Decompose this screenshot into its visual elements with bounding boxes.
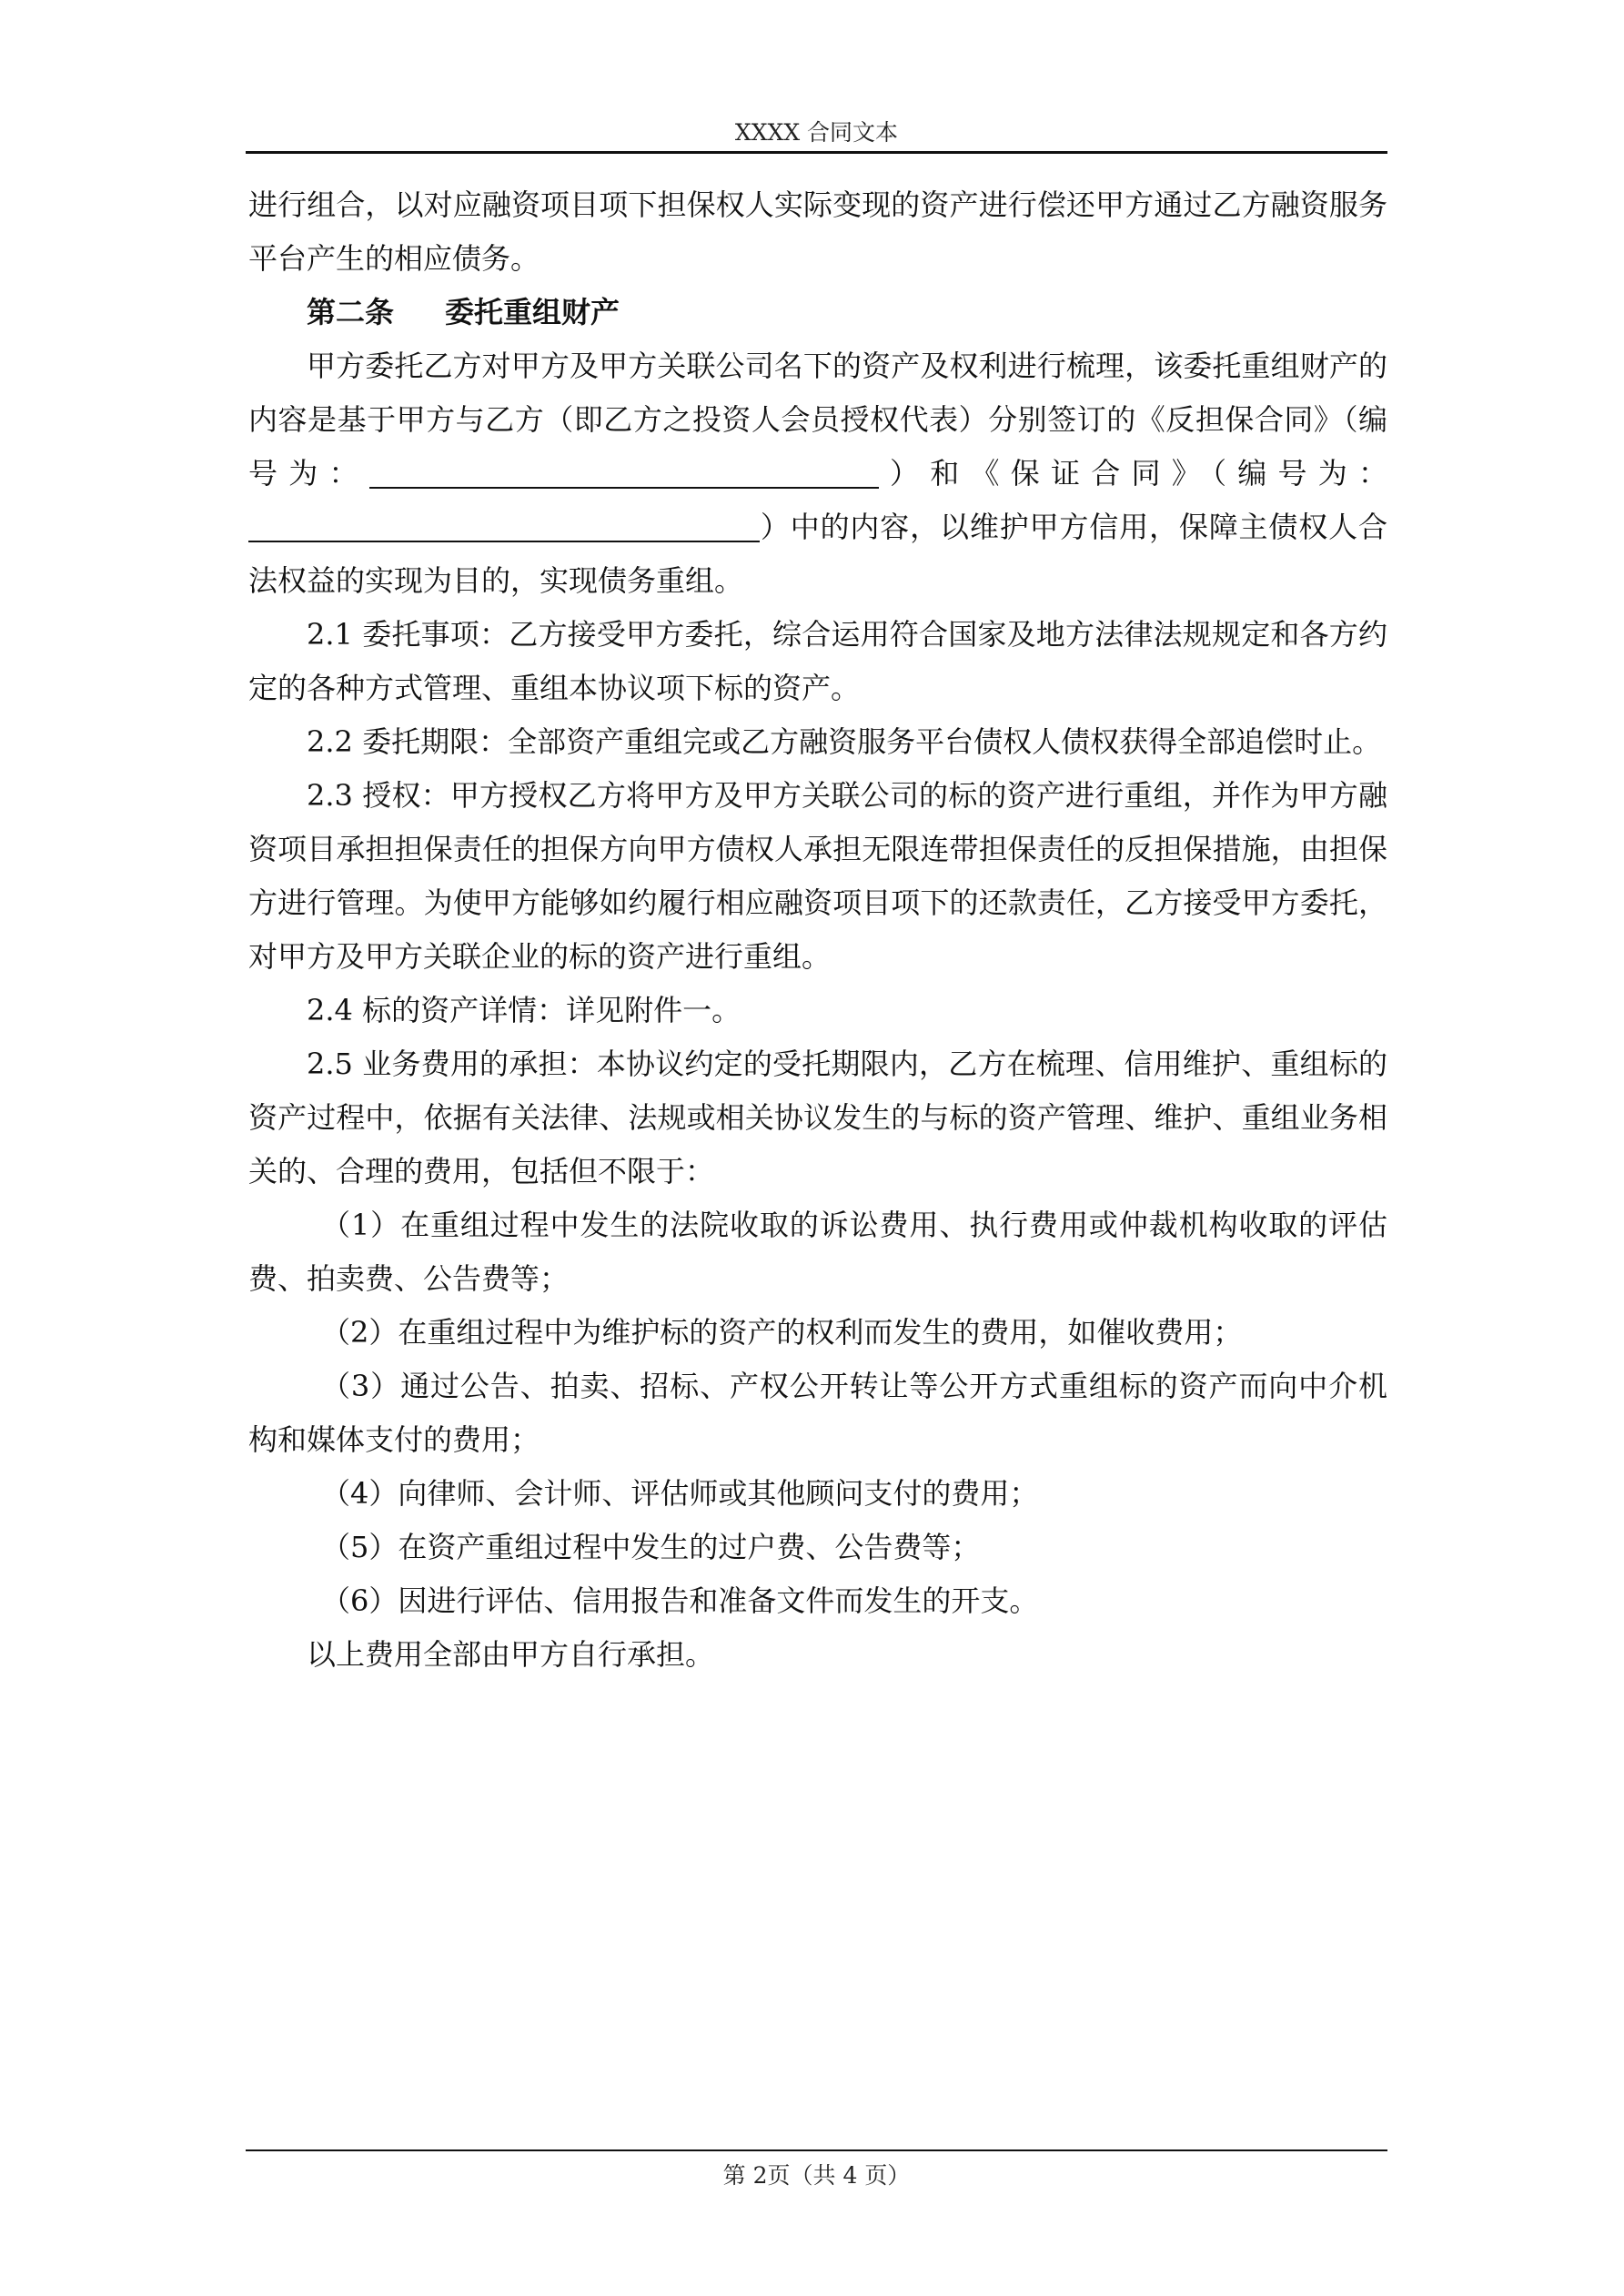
header-divider xyxy=(246,151,1387,154)
clause-2-4: 2.4 标的资产详情：详见附件一。 xyxy=(307,993,741,1027)
article-number: 第二条 xyxy=(307,295,395,329)
counter-guarantee-number-blank[interactable] xyxy=(369,458,879,489)
paragraph-text-b: ）和《保证合同》（编号为： xyxy=(878,456,1387,491)
page-footer: 第 2页（共 4 页） xyxy=(722,2162,911,2189)
paragraph-entrusted-property xyxy=(248,339,1387,608)
clause-2-3: 2.3 授权：甲方授权乙方将甲方及甲方关联公司的标的资产进行重组，并作为甲方融资项目承担担保责任的担保方向甲方债权人承担无限连带担保责任的反担保措施，由担保方进行管理。为使甲方能够如约履行相应融资项目项下的还款责任，乙方接受甲方委托，对甲方及甲方关联企业的标的资产进行重组。 xyxy=(248,778,1387,974)
fee-item-4: （4）向律师、会计师、评估师或其他顾问支付的费用； xyxy=(321,1476,1039,1511)
footer-divider xyxy=(246,2149,1387,2151)
paragraph-text-c: ）中的内容，以维护甲方信用，保障主债权人合法权益的实现为目的，实现债务重组。 xyxy=(248,510,1387,598)
closing-paragraph: 以上费用全部由甲方自行承担。 xyxy=(307,1637,715,1672)
paragraph-continuation: 进行组合，以对应融资项目项下担保权人实际变现的资产进行偿还甲方通过乙方融资服务平台产生的相应债务。 xyxy=(248,187,1387,276)
guarantee-contract-number-blank[interactable] xyxy=(248,511,760,542)
fee-item-6: （6）因进行评估、信用报告和准备文件而发生的开支。 xyxy=(321,1583,1039,1618)
page-header: XXXX 合同文本 xyxy=(734,119,899,146)
fee-item-3: （3）通过公告、拍卖、招标、产权公开转让等公开方式重组标的资产而向中介机构和媒体支付的费用； xyxy=(248,1369,1387,1457)
article-heading xyxy=(248,286,1387,339)
fee-item-1: （1）在重组过程中发生的法院收取的诉讼费用、执行费用或仲裁机构收取的评估费、拍卖费、公告费等； xyxy=(248,1208,1387,1296)
paragraph-text-a: 甲方委托乙方对甲方及甲方关联公司名下的资产及权利进行梳理，该委托重组财产的内容是基于甲方与乙方（即乙方之投资人会员授权代表）分别签订的《反担保合同》（编号为： xyxy=(248,349,1387,491)
fee-item-5: （5）在资产重组过程中发生的过户费、公告费等； xyxy=(321,1530,981,1564)
clause-2-2: 2.2 委托期限：全部资产重组完或乙方融资服务平台债权人债权获得全部追偿时止。 xyxy=(307,724,1382,759)
document-body xyxy=(248,178,1387,1682)
article-title: 委托重组财产 xyxy=(445,295,620,329)
clause-2-5: 2.5 业务费用的承担：本协议约定的受托期限内，乙方在梳理、信用维护、重组标的资产过程中，依据有关法律、法规或相关协议发生的与标的资产管理、维护、重组业务相关的、合理的费用，包括但不限于： xyxy=(248,1047,1387,1188)
fee-item-2: （2）在重组过程中为维护标的资产的权利而发生的费用，如催收费用； xyxy=(321,1315,1243,1350)
clause-2-1: 2.1 委托事项：乙方接受甲方委托，综合运用符合国家及地方法律法规规定和各方约定的各种方式管理、重组本协议项下标的资产。 xyxy=(248,617,1387,705)
